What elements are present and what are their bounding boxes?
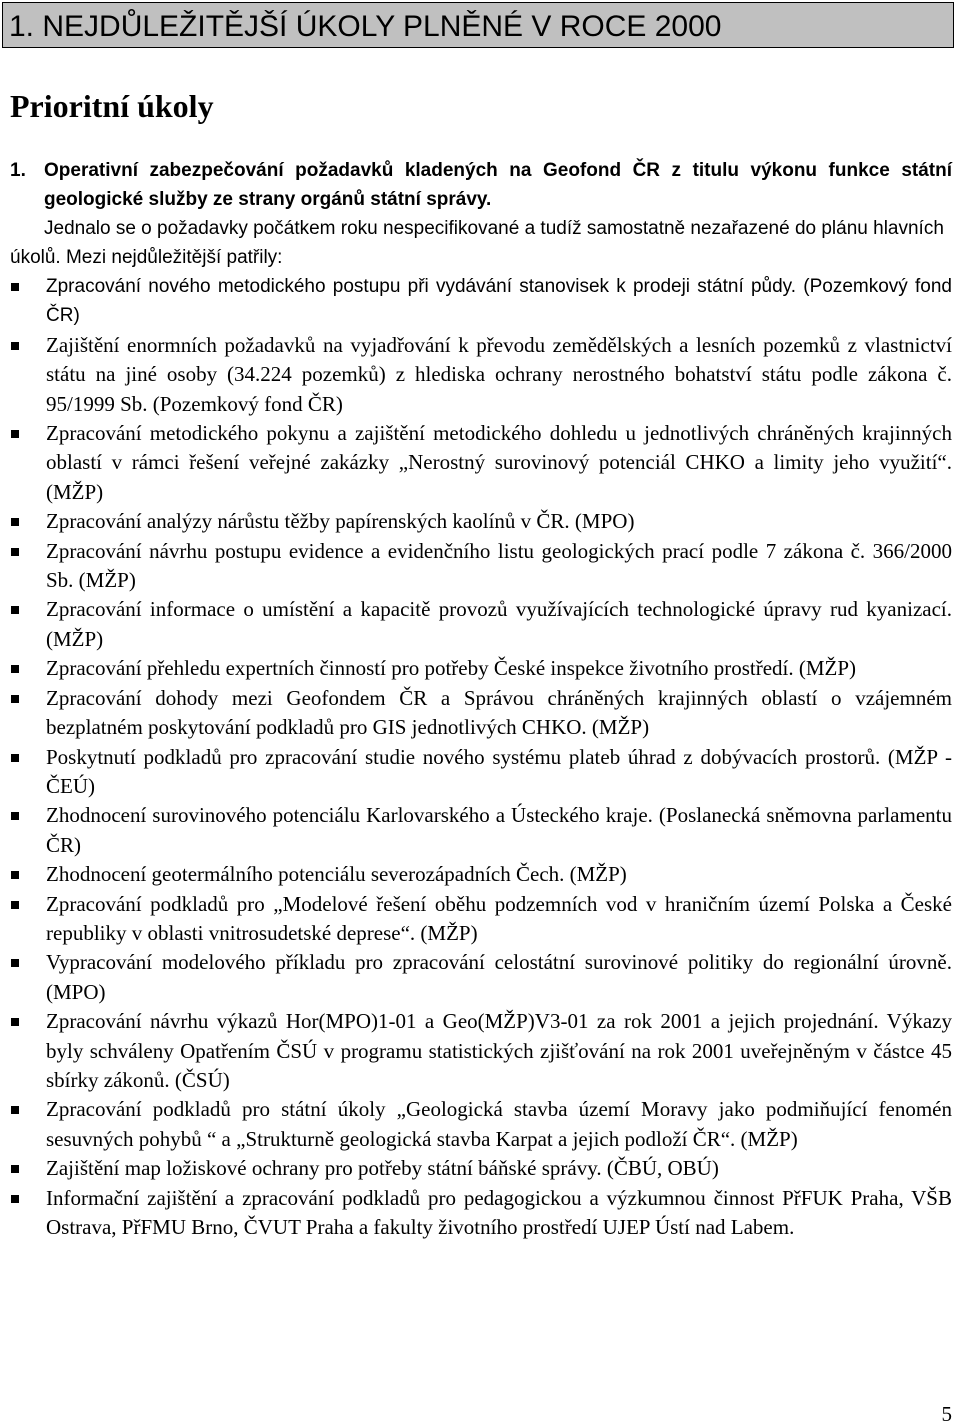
square-bullet-icon bbox=[11, 342, 19, 350]
list-item-text: Zajištění enormních požadavků na vyjadřování k převodu zemědělských a lesních pozemků z vlastnictví státu na jiné osoby (34.224 pozemků) z hlediska ochrany nerostného bohatství státu podle zákona č. 95/1999 Sb. (Pozemkový fond ČR) bbox=[46, 332, 952, 416]
list-item-text: Zpracování analýzy nárůstu těžby papírenských kaolínů v ČR. (MPO) bbox=[46, 509, 635, 534]
task-title bbox=[10, 156, 952, 214]
list-item bbox=[10, 537, 952, 596]
list-item bbox=[10, 654, 952, 683]
task-title-text: Operativní zabezpečování požadavků kladených na Geofond ČR z titulu výkonu funkce státní geologické služby ze strany orgánů státní správy. bbox=[44, 160, 952, 210]
list-item-text: Zhodnocení geotermálního potenciálu severozápadních Čech. (MŽP) bbox=[46, 862, 627, 887]
chapter-header-bar bbox=[2, 2, 954, 48]
list-item-text: Zpracování nového metodického postupu při vydávání stanovisek k prodeji státní půdy. (Pozemkový fond ČR) bbox=[46, 276, 952, 327]
chapter-title: 1. NEJDŮLEŽITĚJŠÍ ÚKOLY PLNĚNÉ V ROCE 2000 bbox=[9, 10, 722, 43]
list-item-text: Zpracování dohody mezi Geofondem ČR a Správou chráněných krajinných oblastí o vzájemném bezplatném poskytování podkladů pro GIS jednotlivých CHKO. (MŽP) bbox=[46, 685, 952, 740]
square-bullet-icon bbox=[11, 430, 19, 438]
list-item-text: Zpracování podkladů pro státní úkoly „Geologická stavba území Moravy jako podmiňující fenomén sesuvných pohybů “ a „Strukturně geologická stavba Karpat a jejich podloží ČR“. (MŽP) bbox=[46, 1097, 952, 1151]
list-item bbox=[10, 331, 952, 419]
list-item-text: Vypracování modelového příkladu pro zpracování celostátní surovinové politiky do regionální úrovně. (MPO) bbox=[46, 950, 952, 1004]
square-bullet-icon bbox=[11, 871, 19, 879]
list-item-text: Zpracování přehledu expertních činností pro potřeby České inspekce životního prostředí. (MŽP) bbox=[46, 656, 857, 681]
square-bullet-icon bbox=[11, 283, 19, 291]
square-bullet-icon bbox=[11, 518, 19, 526]
square-bullet-icon bbox=[11, 901, 19, 909]
list-item bbox=[10, 595, 952, 654]
list-item-text: Informační zajištění a zpracování podkladů pro pedagogickou a výzkumnou činnost PřFUK Praha, VŠB Ostrava, PřFMU Brno, ČVUT Praha a fakulty životního prostředí UJEP Ústí nad Labem. bbox=[46, 1185, 952, 1239]
square-bullet-icon bbox=[11, 754, 19, 762]
list-item-text: Zpracování metodického pokynu a zajištění metodického dohledu u jednotlivých chráněných krajinných oblastí v rámci řešení veřejné zakázky „Nerostný surovinový potenciál CHKO a limity jeho využití“. (MŽP) bbox=[46, 421, 952, 504]
square-bullet-icon bbox=[11, 1195, 19, 1203]
list-item-text: Zpracování podkladů pro „Modelové řešení oběhu podzemních vod v hraničním území Polska a České republiky v oblasti vnitrosudetské deprese“. (MŽP) bbox=[46, 891, 952, 945]
list-item bbox=[10, 272, 952, 331]
square-bullet-icon bbox=[11, 548, 19, 556]
list-item bbox=[10, 1007, 952, 1095]
list-item bbox=[10, 801, 952, 860]
list-item bbox=[10, 1154, 952, 1183]
square-bullet-icon bbox=[11, 812, 19, 820]
task-number: 1. bbox=[10, 160, 26, 181]
list-item-text: Zajištění map ložiskové ochrany pro potřeby státní báňské správy. (ČBÚ, OBÚ) bbox=[46, 1156, 719, 1181]
list-item-text: Zpracování návrhu postupu evidence a evidenčního listu geologických prací podle 7 zákona č. 366/2000 Sb. (MŽP) bbox=[46, 538, 952, 593]
list-item bbox=[10, 507, 952, 536]
square-bullet-icon bbox=[11, 665, 19, 673]
task-intro: Jednalo se o požadavky počátkem roku nespecifikované a tudíž samostatně nezařazené do plánu hlavních úkolů. Mezi nejdůležitější patřily: bbox=[10, 218, 944, 268]
list-item-text: Zhodnocení surovinového potenciálu Karlovarského a Ústeckého kraje. (Poslanecká sněmovna parlamentu ČR) bbox=[46, 803, 952, 857]
list-item-text: Poskytnutí podkladů pro zpracování studie nového systému plateb úhrad z dobývacích prostorů. (MŽP - ČEÚ) bbox=[46, 744, 952, 798]
list-item bbox=[10, 948, 952, 1007]
square-bullet-icon bbox=[11, 959, 19, 967]
square-bullet-icon bbox=[11, 695, 19, 703]
square-bullet-icon bbox=[11, 1165, 19, 1173]
section-heading: Prioritní úkoly bbox=[10, 88, 214, 124]
list-item bbox=[10, 743, 952, 802]
list-item bbox=[10, 1095, 952, 1154]
list-item-text: Zpracování informace o umístění a kapacitě provozů využívajících technologické úpravy rud kyanizací. (MŽP) bbox=[46, 597, 952, 651]
list-item-text: Zpracování návrhu výkazů Hor(MPO)1-01 a Geo(MŽP)V3-01 za rok 2001 a jejich projednání. Výkazy byly schváleny Opatřením ČSÚ v programu statistických zjišťování na rok 2001 uveřejněným v částce 45 sbírky zákonů. (ČSÚ) bbox=[46, 1009, 952, 1092]
square-bullet-icon bbox=[11, 606, 19, 614]
page-number: 5 bbox=[941, 1402, 952, 1426]
list-item bbox=[10, 684, 952, 743]
square-bullet-icon bbox=[11, 1018, 19, 1026]
square-bullet-icon bbox=[11, 1106, 19, 1114]
list-item bbox=[10, 890, 952, 949]
list-item bbox=[10, 860, 952, 889]
list-item bbox=[10, 1184, 952, 1243]
list-item bbox=[10, 419, 952, 507]
task-bullet-list bbox=[10, 272, 952, 1242]
